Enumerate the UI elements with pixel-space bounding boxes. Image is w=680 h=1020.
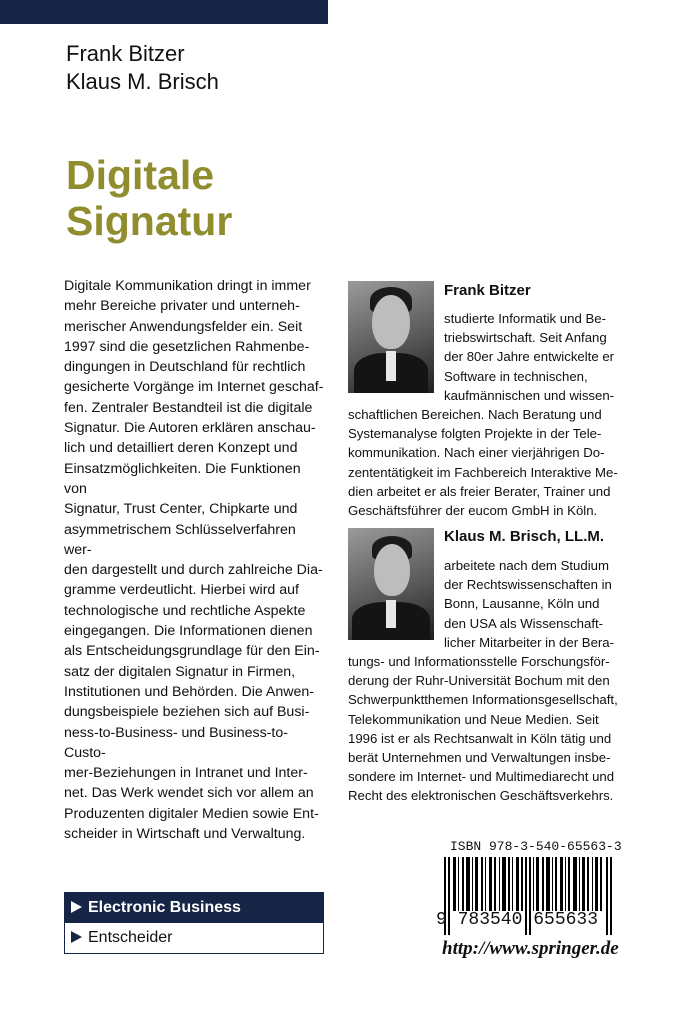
photo-face [372,295,410,349]
bio-line: der Rechtswissenschaften in [444,577,612,593]
author-photo-frank-bitzer [348,281,434,393]
description-line: scheider in Wirtschaft und Verwaltung. [64,826,306,843]
bio-line: triebswirtschaft. Seit Anfang [444,330,607,346]
book-title [66,152,232,244]
bio-line: studierte Informatik und Be- [444,311,606,326]
title-line-2: Signatur [66,198,233,244]
top-color-bar [0,0,328,24]
publisher-url: http://www.springer.de [442,938,619,959]
bio-name-frank-bitzer: Frank Bitzer [444,282,531,299]
barcode-number: 9 783540 655633 [436,910,599,930]
description-line: mer-Beziehungen in Intranet und Inter- [64,765,308,782]
photo-shirt [386,600,396,628]
bio-line: den USA als Wissenschaft- [444,615,604,631]
series-secondary-label: Entscheider [88,929,173,946]
bio-line: Bonn, Lausanne, Köln und [444,596,600,612]
author-photo-klaus-brisch [348,528,434,640]
bio-line: licher Mitarbeiter in der Bera- [444,634,615,650]
triangle-right-icon [71,931,82,943]
triangle-right-icon [71,901,82,913]
bio-line: schaftlichen Bereichen. Nach Beratung und [348,407,602,422]
series-primary [65,893,323,923]
author-names [66,40,219,96]
description-line: asymmetrischem Schlüsselverfahren wer- [64,521,296,558]
description-line: satz der digitalen Signatur in Firmen, [64,663,296,680]
series-secondary [65,923,323,953]
description-line: fen. Zentraler Bestandteil ist die digitale [64,399,313,416]
bio-line: 1996 ist er als Rechtsanwalt in Köln tätig und [348,730,612,746]
bio-text-frank-bitzer-cont [348,405,618,520]
author-2: Klaus M. Brisch [66,69,219,94]
bio-line: berät Unternehmen und Verwaltungen insbe- [348,750,611,766]
description-line: Einsatzmöglichkeiten. Die Funktionen von [64,460,301,497]
series-primary-label: Electronic Business [88,899,241,916]
bio-name-klaus-brisch: Klaus M. Brisch, LL.M. [444,528,605,545]
bio-line: tungs- und Informationsstelle Forschungsför- [348,654,610,669]
description-line: dingungen in Deutschland für rechtlich [64,359,306,376]
book-description [64,276,326,844]
description-line: gramme verdeutlicht. Hierbei wird auf [64,582,299,599]
author-1: Frank Bitzer [66,41,185,66]
bio-line: zententätigkeit im Fachbereich Interaktive Me- [348,464,618,480]
description-line: Produzenten digitaler Medien sowie Ent- [64,805,319,822]
bio-line: Recht des elektronischen Geschäftsverkehrs. [348,788,614,804]
bio-line: der 80er Jahre entwickelte er [444,349,615,365]
bio-line: derung der Ruhr-Universität Bochum mit den [348,673,610,689]
description-line: eingegangen. Die Informationen dienen [64,623,313,640]
photo-face [374,544,410,596]
bio-line: kaufmännischen und wissen- [444,387,615,403]
description-line: ness-to-Business- und Business-to-Custo- [64,724,288,761]
bio-line: sondere im Internet- und Multimediarecht und [348,769,615,785]
bio-text-klaus-brisch-cont [348,652,618,806]
bio-line: Software in technischen, [444,368,588,384]
description-line: als Entscheidungsgrundlage für den Ein- [64,643,320,660]
bio-line: arbeitete nach dem Studium [444,558,609,573]
bio-line: dien arbeitet er als freier Berater, Trainer und [348,483,611,499]
title-line-1: Digitale [66,152,215,198]
description-line: dungsbeispiele beziehen sich auf Busi- [64,704,310,721]
description-line: 1997 sind die gesetzlichen Rahmenbe- [64,338,310,355]
photo-shirt [386,351,396,381]
bio-line: kommunikation. Nach einer vierjährigen Do- [348,445,605,461]
bio-line: Telekommunikation und Neue Medien. Seit [348,711,599,727]
bio-text-klaus-brisch [444,556,614,652]
description-line: lich und detailliert deren Konzept und [64,440,298,457]
description-line: technologische und rechtliche Aspekte [64,602,306,619]
bio-line: Geschäftsführer der eucom GmbH in Köln. [348,503,598,519]
description-line: Signatur. Die Autoren erklären anschau- [64,420,316,437]
description-line: den dargestellt und durch zahlreiche Dia- [64,562,323,579]
description-line: net. Das Werk wendet sich vor allem an [64,785,314,802]
description-line: merischer Anwendungsfelder ein. Seit [64,318,303,335]
description-line: mehr Bereiche privater und unterneh- [64,298,300,315]
series-box [64,892,324,954]
isbn-label: ISBN 978-3-540-65563-3 [450,839,622,854]
description-line: Institutionen und Behörden. Die Anwen- [64,683,315,700]
bio-text-frank-bitzer [444,309,614,405]
description-line: Signatur, Trust Center, Chipkarte und [64,501,298,518]
bio-line: Systemanalyse folgten Projekte in der Tele- [348,426,602,442]
bio-line: Schwerpunktthemen Informationsgesellschaft, [348,692,618,708]
description-line: gesicherte Vorgänge im Internet geschaf- [64,379,324,396]
description-line: Digitale Kommunikation dringt in immer [64,278,311,294]
